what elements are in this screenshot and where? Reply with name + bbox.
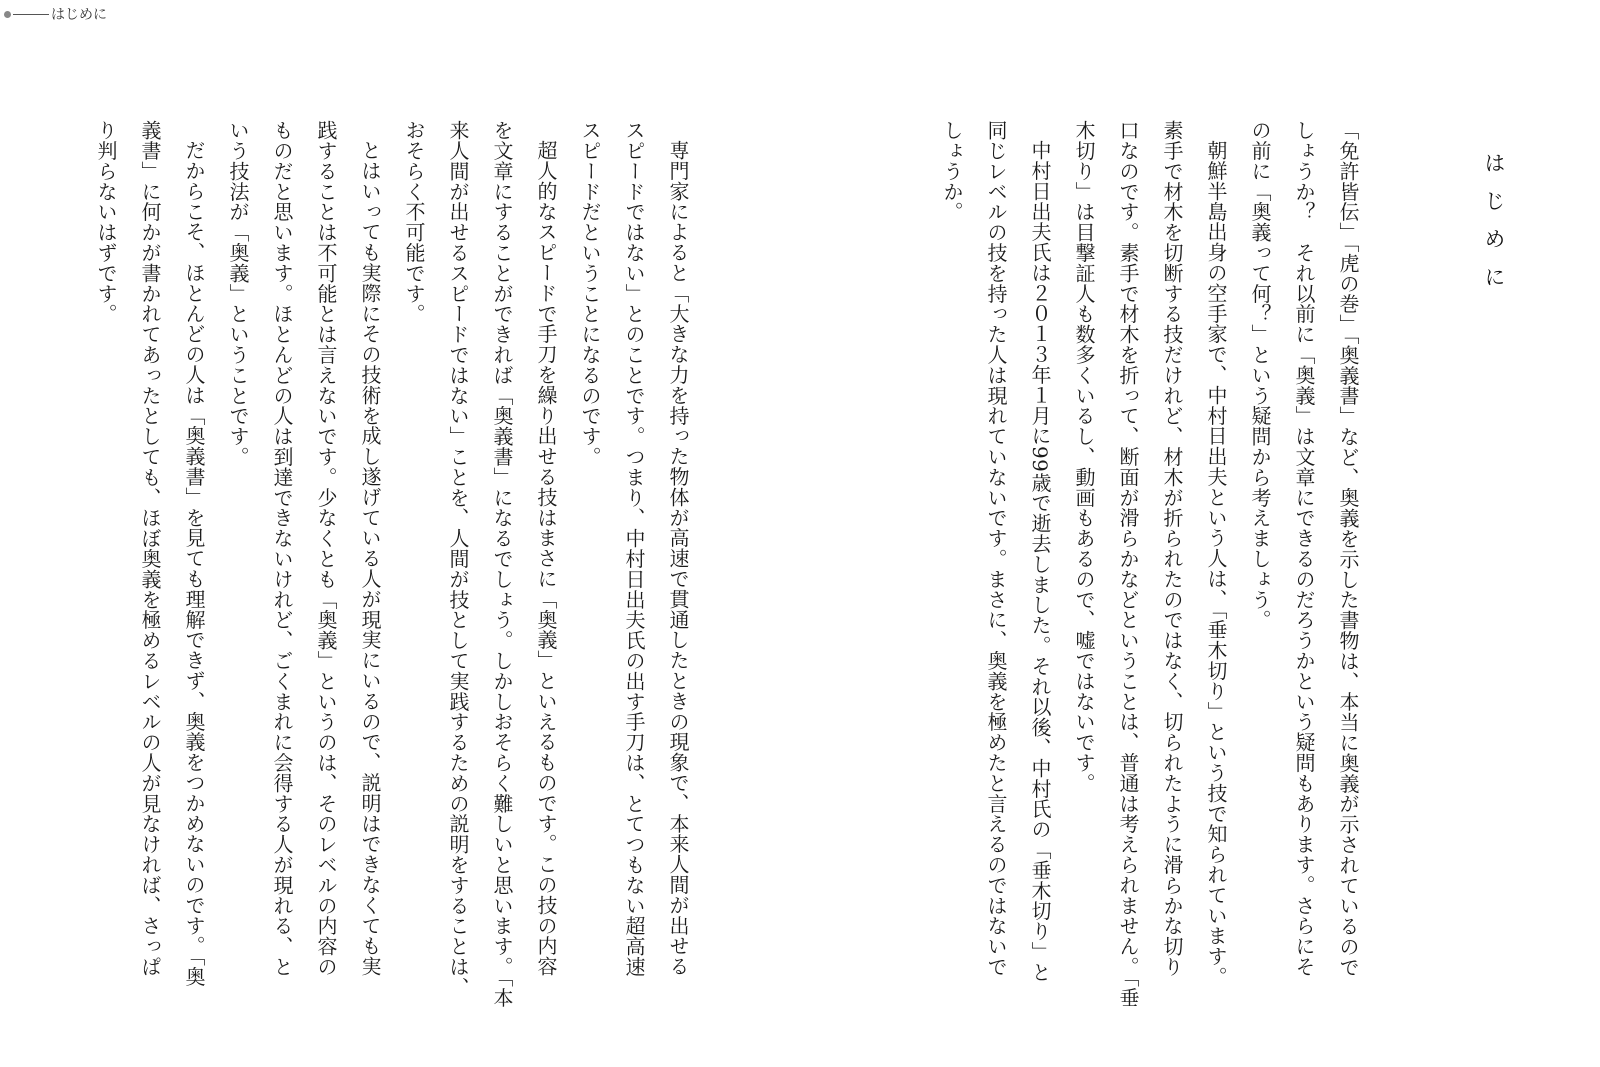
text-line: スピードではない」とのことです。つまり、中村日出夫氏の出す手刀は、とてつもない超高速 (622, 120, 646, 977)
text-line: 口なのです。素手で材木を折って、断面が滑らかなどということは、普通は考えられません。「垂 (1116, 120, 1140, 1008)
text-line: おそらく不可能です。 (402, 120, 426, 324)
text-line: だからこそ、ほとんどの人は「奥義書」を見ても理解できず、奥義をつかめないのです。「奥 (182, 140, 206, 987)
text-line: スピードだということになるのです。 (578, 120, 602, 467)
text-line: 木切り」は目撃証人も数多くいるし、動画もあるので、嘘ではないです。 (1072, 120, 1096, 794)
text-line: 義書」に何かが書かれてあったとしても、ほぼ奥義を極めるレベルの人が見なければ、さっぱ (138, 120, 162, 977)
chapter-title: はじめに (1482, 152, 1506, 304)
running-head (4, 4, 107, 24)
text-line: 同じレベルの技を持った人は現れていないです。まさに、奥義を極めたと言えるのではないで (984, 120, 1008, 977)
text-line: しょうか？ それ以前に「奥義」は文章にできるのだろうかという疑問もあります。さらにそ (1292, 120, 1316, 977)
text-line: しょうか。 (940, 120, 964, 222)
text-line: とはいっても実際にその技術を成し遂げている人が現実にいるので、説明はできなくても実 (358, 140, 382, 977)
body-text-right-block (670, 120, 1370, 1032)
bullet-dot-icon (4, 11, 11, 18)
text-line: 朝鮮半島出身の空手家で、中村日出夫という人は、「垂木切り」という技で知られています。 (1204, 140, 1228, 987)
text-line: 素手で材木を切断する技だけれど、材木が折られたのではなく、切られたように滑らかな切り (1160, 120, 1184, 977)
text-line: 中村日出夫氏は２０１３年１月に99歳で逝去しました。それ以後、中村氏の「垂木切り」と (1028, 140, 1052, 983)
dash-rule (13, 14, 49, 15)
text-line: り判らないはずです。 (94, 120, 118, 324)
text-line: 「免許皆伝」「虎の巻」「奥義書」など、奥義を示した書物は、本当に奥義が示されているので (1336, 120, 1360, 978)
text-line: 践することは不可能とは言えないです。少なくとも「奥義」というのは、そのレベルの内容の (314, 120, 338, 977)
text-line: いう技法が「奥義」ということです。 (226, 120, 250, 467)
running-head-label: はじめに (51, 7, 107, 23)
text-line: の前に「奥義って何？」という疑問から考えましょう。 (1248, 120, 1272, 630)
text-line: ものだと思います。ほとんどの人は到達できないけれど、ごくまれに会得する人が現れる、と (270, 120, 294, 977)
text-line: 専門家によると「大きな力を持った物体が高速で貫通したときの現象で、本来人間が出せる (666, 140, 690, 977)
body-text-left-block (60, 120, 700, 1032)
text-line: 超人的なスピードで手刀を繰り出せる技はまさに「奥義」といえるものです。この技の内容 (534, 140, 558, 977)
text-line: 来人間が出せるスピードではない」ことを、人間が技として実践するための説明をすることは、 (446, 120, 470, 998)
text-line: を文章にすることができれば「奥義書」になるでしょう。しかしおそらく難しいと思います。「本 (490, 120, 514, 1008)
